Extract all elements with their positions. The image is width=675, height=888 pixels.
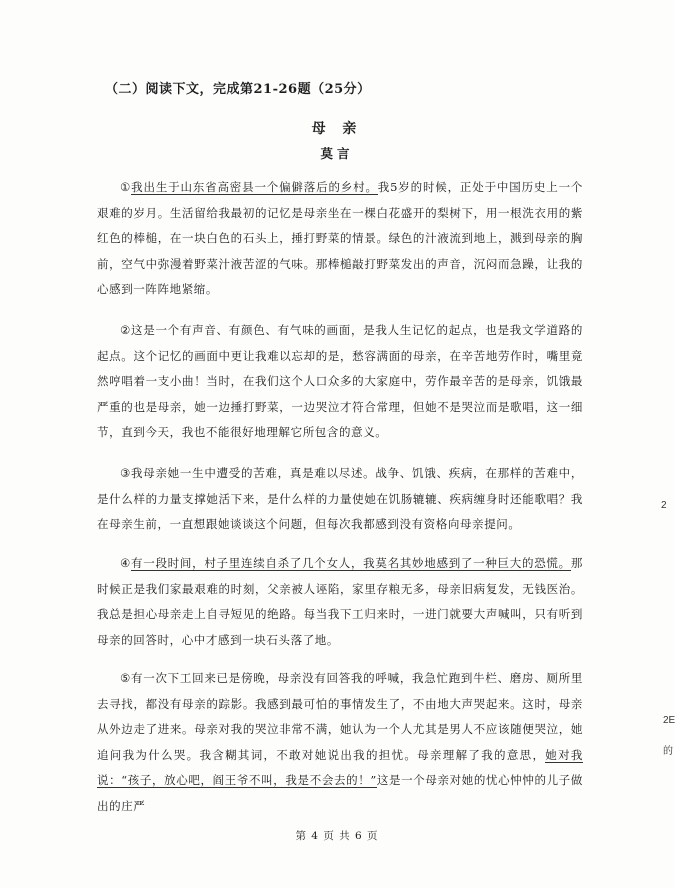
- paragraph-text-tail: 这是一个母亲对她的忧心忡忡的儿子做出的庄严: [97, 773, 583, 813]
- paragraph-text: 那时候正是我们家最艰难的时刻，父亲被人诬陷，家里存粮无多，母亲旧病复发，无钱医治。我总是担心母亲走上自寻短见的绝路。每当我下工归来时，一进门就要大声喊叫，只有听到母亲的回答时，心中才感到一块石头落了地。: [97, 556, 583, 647]
- paragraph-4: [97, 551, 583, 653]
- paragraph-text: 我5岁的时候，正处于中国历史上一个艰难的岁月。生活留给我最初的记忆是母亲坐在一棵白花盛开的梨树下，用一根洗衣用的紫红色的棒槌，在一块白色的石头上，捶打野菜的情景。绿色的汁液流到地上，溅到母亲的胸前，空气中弥漫着野菜汁液苦涩的气味。那棒槌敲打野菜发出的声音，沉闷而急躁，让我的心感到一阵阵地紧缩。: [97, 180, 584, 296]
- article-author: 莫言: [320, 146, 354, 161]
- paragraph-number: ⑤: [120, 671, 132, 685]
- paragraph-3: [97, 461, 583, 538]
- underlined-sentence: 有一段时间，村子里连续自杀了几个女人，我莫名其妙地感到了一种巨大的恐慌。: [131, 556, 571, 570]
- paragraph-number: ④: [120, 556, 132, 570]
- paragraph-number: ③: [120, 466, 132, 480]
- paragraph-5: [97, 666, 583, 819]
- paragraph-2: [97, 318, 583, 446]
- paragraph-number: ①: [120, 180, 132, 194]
- underlined-sentence: 我出生于山东省高密县一个偏僻落后的乡村。: [131, 180, 378, 194]
- edge-mark: 的: [663, 746, 673, 757]
- section-heading: （二）阅读下文，完成第21-26题（25分）: [105, 82, 371, 97]
- paragraph-text: 有一次下工回来已是傍晚，母亲没有回答我的呼喊，我急忙跑到牛栏、磨房、厕所里去寻找，都没有母亲的踪影。我感到最可怕的事情发生了，不由地大声哭起来。这时，母亲从外边走了进来。母亲对我的哭泣非常不满，她认为一个人尤其是男人不应该随便哭泣，她追问我为什么哭。我含糊其词，不敢对她说出我的担忧。母亲理解了我的意思，: [97, 671, 583, 762]
- paragraph-number: ②: [120, 323, 132, 337]
- edge-mark: 2E: [663, 715, 675, 726]
- article-title: 母 亲: [311, 121, 363, 137]
- page-footer: 第 4 页 共 6 页: [295, 830, 379, 842]
- paragraph-text: 我母亲她一生中遭受的苦难，真是难以尽述。战争、饥饿、疾病，在那样的苦难中，是什么样的力量支撑她活下来，是什么样的力量使她在饥肠辘辘、疾病缠身时还能歌唱？我在母亲生前，一直想跟她谈谈这个问题，但每次我都感到没有资格向母亲提问。: [97, 466, 583, 531]
- paragraph-1: [97, 175, 583, 303]
- underlined-sentence: 她对我说：“孩子，放心吧，阎王爷不叫，我是不会去的！”: [97, 747, 583, 787]
- edge-mark: 2: [661, 500, 667, 511]
- paragraph-text: 这是一个有声音、有颜色、有气味的画面，是我人生记忆的起点，也是我文学道路的起点。这个记忆的画面中更让我难以忘却的是，愁容满面的母亲，在辛苦地劳作时，嘴里竟然哼唱着一支小曲！当时，在我们这个人口众多的大家庭中，劳作最辛苦的是母亲，饥饿最严重的也是母亲，她一边捶打野菜，一边哭泣才符合常理，但她不是哭泣而是歌唱，这一细节，直到今天，我也不能很好地理解它所包含的意义。: [97, 323, 583, 439]
